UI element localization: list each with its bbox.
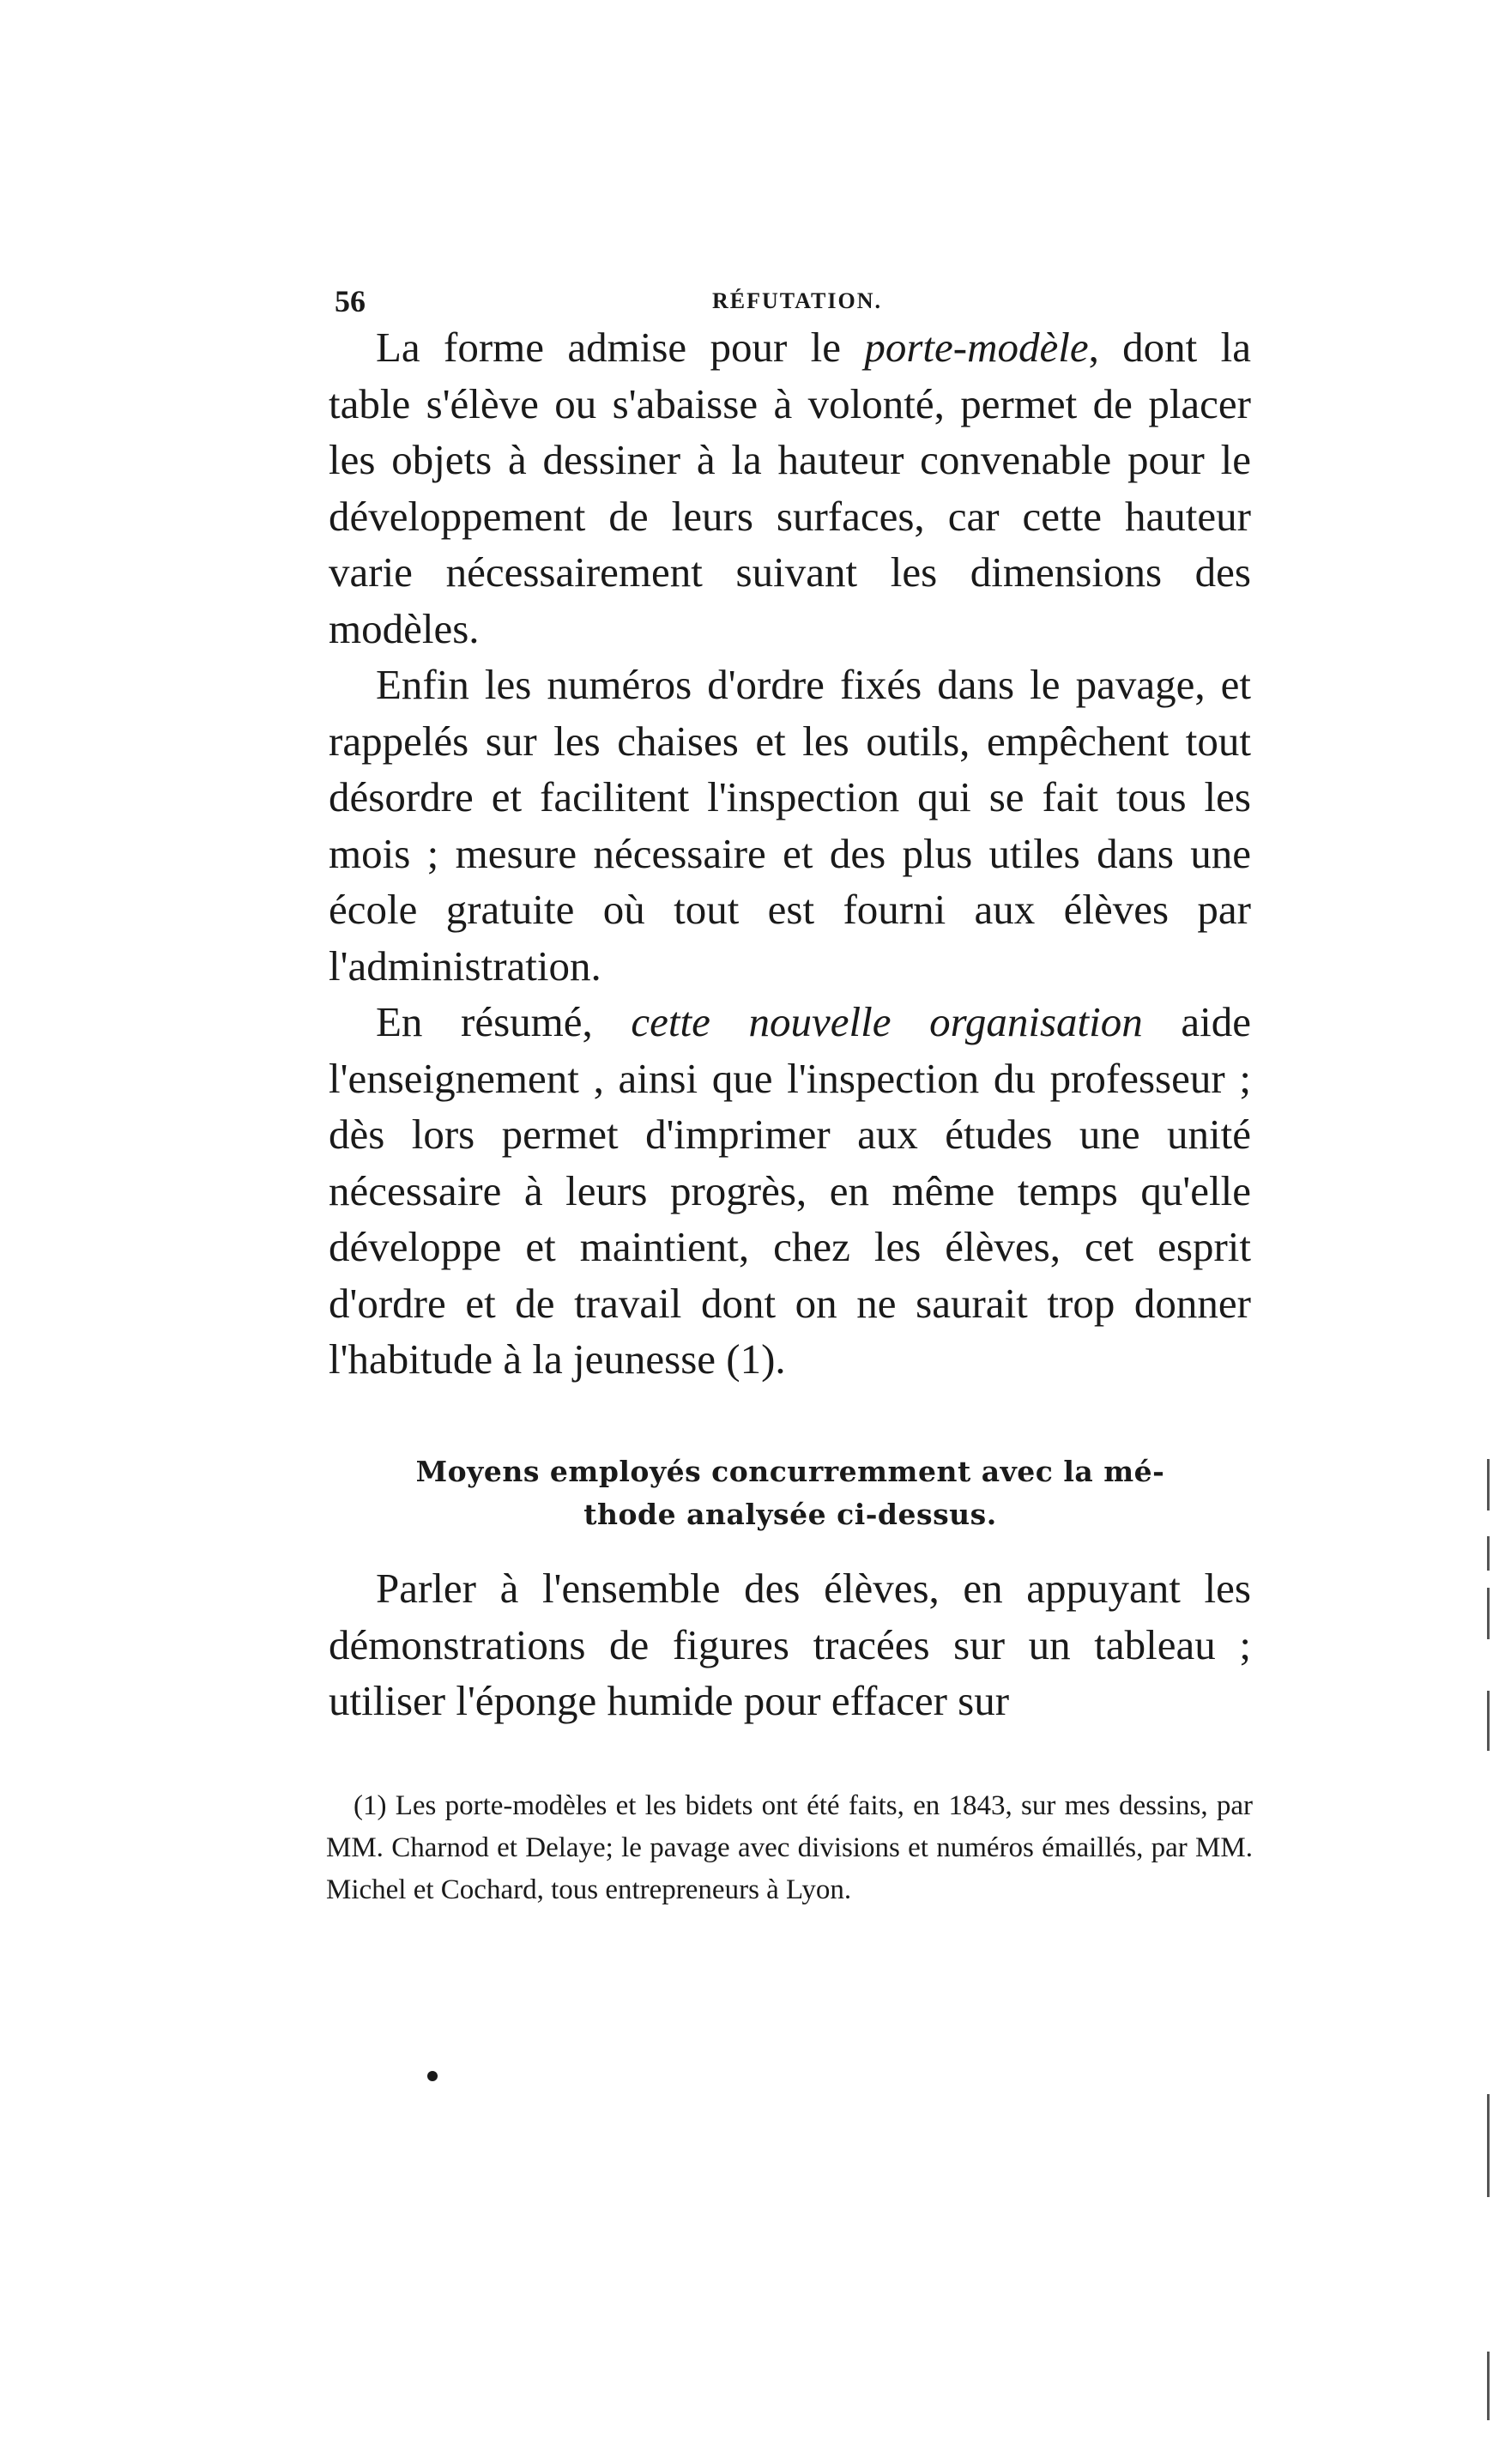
ink-dot — [427, 2071, 438, 2081]
paragraph-text: La forme admise pour le — [376, 324, 865, 371]
body-text-bottom — [329, 1560, 1251, 1729]
section-heading-line: thode analysée ci-dessus. — [583, 1498, 997, 1531]
paragraph — [329, 657, 1251, 994]
body-text-top — [329, 319, 1251, 1388]
footnote: (1) Les porte-modèles et les bidets ont été faits, en 1843, sur mes dessins, par MM. Charnod et Delaye; le pavage avec divisions et numéros émaillés, par MM. Michel et Cochard, tous entrepreneurs à Lyon. — [326, 1790, 1253, 1905]
paragraph-text: aide l'enseignement , ainsi que l'inspection du professeur ; dès lors permet d'imprimer aux études une unité nécessaire à leurs progrès, en même temps qu'elle développe et maintient, chez les élèves, cet esprit d'ordre et de travail dont on ne saurait trop donner l'habitude à la jeunesse (1). — [329, 998, 1251, 1383]
paragraph-text: , dont la table s'élève ou s'abaisse à volonté, permet de placer les objets à dessiner à la hauteur convenable pour le développement de leurs surfaces, car cette hauteur varie nécessairement suivant les dimensions des modèles. — [329, 324, 1251, 652]
margin-mark — [1487, 1459, 1490, 1510]
page-number: 56 — [335, 284, 366, 318]
paragraph-text: Enfin les numéros d'ordre fixés dans le pavage, et rappelés sur les chaises et les outils, empêchent tout désordre et facilitent l'inspection qui se fait tous les mois ; mesure nécessaire et des plus utiles dans une école gratuite où tout est fourni aux élèves par l'administration. — [329, 661, 1251, 990]
paragraph-emphasis: cette nouvelle organisation — [631, 998, 1143, 1045]
paragraph — [329, 319, 1251, 657]
margin-mark — [1487, 2094, 1490, 2197]
paragraph: Parler à l'ensemble des élèves, en appuyant les démonstrations de figures tracées sur un tableau ; utiliser l'éponge humide pour effacer sur — [329, 1565, 1251, 1724]
paragraph-text: En résumé, — [376, 998, 632, 1045]
margin-mark — [1487, 1536, 1490, 1571]
paragraph-emphasis: porte-modèle — [864, 324, 1089, 371]
paragraph — [329, 994, 1251, 1388]
section-heading-line: Moyens employés concurremment avec la mé- — [415, 1455, 1165, 1488]
margin-mark — [1487, 1691, 1490, 1751]
running-head-title: RÉFUTATION. — [712, 288, 882, 313]
margin-mark — [1487, 2352, 1490, 2420]
margin-mark — [1487, 1588, 1490, 1639]
section-heading — [319, 1450, 1261, 1536]
